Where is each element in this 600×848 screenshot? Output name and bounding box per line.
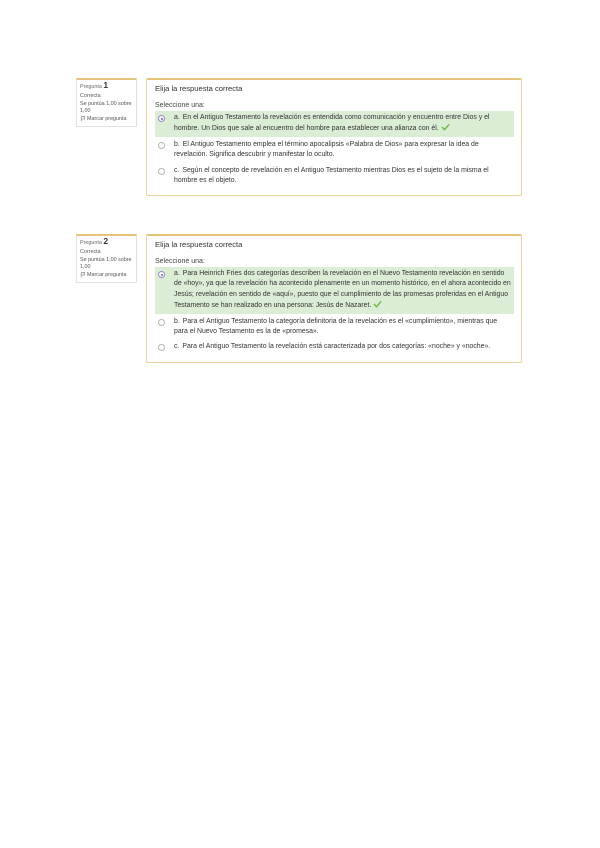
option-text-wrap: [174, 269, 511, 312]
check-icon: [373, 300, 382, 308]
option-letter: a.: [174, 114, 180, 121]
option-letter: a.: [174, 270, 180, 277]
question-label: Pregunta: [80, 240, 102, 246]
question-label: Pregunta: [80, 84, 102, 90]
flag-label: Marcar pregunta: [87, 116, 127, 123]
radio-button[interactable]: [158, 115, 165, 122]
question-content: [146, 234, 522, 363]
answer-prompt: Seleccione una:: [155, 102, 205, 109]
option-text-wrap: [174, 140, 511, 161]
question-grade: Se puntúa 1,00 sobre 1,00: [80, 257, 132, 270]
flag-icon: [80, 272, 86, 278]
flag-question-link[interactable]: [80, 116, 133, 123]
question-text: Elija la respuesta correcta: [155, 240, 243, 249]
question-info: [76, 78, 137, 127]
question-info: [76, 234, 137, 283]
answer-option-c[interactable]: [155, 340, 514, 354]
option-text: En el Antiguo Testamento la revelación es entendida como comunicación y encuentro entre Dios y el hombre. Un Dios que sale al encuentro del hombre para establecer una alianza con él.: [174, 114, 490, 133]
question-content: [146, 78, 522, 196]
question-state: Correcta: [80, 248, 101, 255]
answer-option-a[interactable]: [155, 267, 514, 314]
radio-button[interactable]: [158, 271, 165, 278]
radio-button[interactable]: [158, 142, 165, 149]
question-number: 1: [103, 80, 109, 90]
answer-option-b[interactable]: [155, 138, 514, 163]
flag-icon: [80, 116, 86, 122]
option-text-wrap: [174, 342, 490, 352]
answer-option-b[interactable]: [155, 315, 514, 340]
radio-button[interactable]: [158, 344, 165, 351]
option-text: Para el Antiguo Testamento la revelación está caracterizada por dos categorías: «noche» y «noche».: [182, 343, 491, 351]
answer-option-a[interactable]: [155, 111, 514, 137]
check-icon: [441, 123, 450, 131]
option-letter: b.: [174, 140, 180, 148]
answer-prompt: Seleccione una:: [155, 258, 205, 265]
question-state: Correcta: [80, 92, 101, 99]
radio-button[interactable]: [158, 319, 165, 326]
option-letter: b.: [174, 317, 180, 325]
answer-option-c[interactable]: [155, 164, 514, 189]
option-text: Según el concepto de revelación en el Antiguo Testamento mientras Dios es el sujeto de la misma el hombre es el objeto.: [174, 166, 489, 185]
option-text-wrap: [174, 317, 511, 338]
option-letter: c.: [174, 166, 180, 174]
option-text: Para el Antiguo Testamento la categoría definitoria de la revelación es el «cumplimiento», mientras que para el Nuevo Testamento es la de «promesa».: [174, 317, 498, 336]
option-letter: c.: [174, 343, 180, 351]
option-text-wrap: [174, 166, 511, 187]
radio-button[interactable]: [158, 168, 165, 175]
option-text: Para Heinrich Fries dos categorías describen la revelación en el Nuevo Testamento revelación en sentido de «hoy», ya que la revelación ha acontecido plenamente en un momento histórico, en el ahora acontecido en Jesús; revelación en sentido de «aquí», puesto que el cumplimiento de las promesas proferidas en el Antiguo Testamento se han realizado en una persona: Jesús de Nazaret.: [174, 270, 511, 310]
question-grade: Se puntúa 1,00 sobre 1,00: [80, 101, 132, 114]
flag-label: Marcar pregunta: [87, 272, 127, 279]
option-text: El Antiguo Testamento emplea el término apocalipsis «Palabra de Dios» para expresar la idea de revelación. Significa descubrir y manifestar lo oculto.: [174, 140, 479, 159]
question-number: 2: [103, 236, 109, 246]
question-text: Elija la respuesta correcta: [155, 84, 243, 93]
option-text-wrap: [174, 113, 511, 135]
flag-question-link[interactable]: [80, 272, 133, 279]
